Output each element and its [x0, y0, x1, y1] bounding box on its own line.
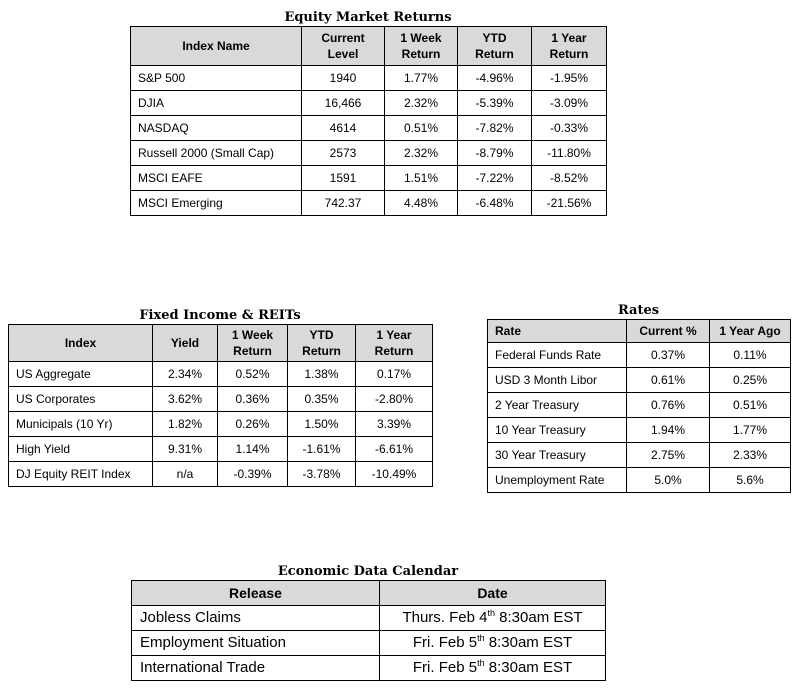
cell: 1940 — [302, 66, 385, 91]
rates-header: Current % — [627, 320, 710, 343]
table-row — [488, 368, 791, 393]
date-time: 8:30am EST — [484, 634, 573, 651]
equity-header: YTD Return — [458, 27, 532, 66]
date-text: Thurs. Feb 4 — [402, 609, 488, 626]
cell: -8.52% — [532, 166, 607, 191]
table-row — [131, 141, 607, 166]
cell: 0.36% — [218, 387, 288, 412]
calendar-table — [131, 580, 606, 681]
cell: Municipals (10 Yr) — [9, 412, 153, 437]
cell: USD 3 Month Libor — [488, 368, 627, 393]
cell: 2 Year Treasury — [488, 393, 627, 418]
cell: 0.76% — [627, 393, 710, 418]
fixed-header: 1 Week Return — [218, 325, 288, 362]
fixed-income-section — [8, 308, 432, 487]
date-suffix: th — [477, 633, 485, 643]
cell: 1.82% — [153, 412, 218, 437]
cell: 0.37% — [627, 343, 710, 368]
date-suffix: th — [477, 658, 485, 668]
table-row — [488, 443, 791, 468]
table-row — [131, 91, 607, 116]
cell: 0.17% — [356, 362, 433, 387]
calendar-header-row — [132, 581, 606, 606]
calendar-header: Date — [380, 581, 606, 606]
rates-header-row — [488, 320, 791, 343]
cell: 0.51% — [710, 393, 791, 418]
cell: 10 Year Treasury — [488, 418, 627, 443]
rates-table — [487, 319, 791, 493]
cell: -1.95% — [532, 66, 607, 91]
cell: 0.51% — [385, 116, 458, 141]
cell: 0.35% — [288, 387, 356, 412]
release-cell: Employment Situation — [132, 631, 380, 656]
cell: -21.56% — [532, 191, 607, 216]
table-row — [132, 606, 606, 631]
cell: 30 Year Treasury — [488, 443, 627, 468]
cell: 4.48% — [385, 191, 458, 216]
fixed-header: 1 Year Return — [356, 325, 433, 362]
cell: 4614 — [302, 116, 385, 141]
cell: -6.61% — [356, 437, 433, 462]
cell: US Aggregate — [9, 362, 153, 387]
cell: MSCI Emerging — [131, 191, 302, 216]
cell: Unemployment Rate — [488, 468, 627, 493]
table-row — [132, 631, 606, 656]
cell: -7.82% — [458, 116, 532, 141]
table-row — [9, 462, 433, 487]
table-row — [9, 362, 433, 387]
fixed-header-row — [9, 325, 433, 362]
date-time: 8:30am EST — [495, 609, 583, 626]
cell: 0.25% — [710, 368, 791, 393]
cell: 0.26% — [218, 412, 288, 437]
cell: -11.80% — [532, 141, 607, 166]
table-row — [9, 437, 433, 462]
equity-header-row — [131, 27, 607, 66]
cell: 9.31% — [153, 437, 218, 462]
cell: 1.77% — [710, 418, 791, 443]
cell: 3.39% — [356, 412, 433, 437]
date-cell — [380, 631, 606, 656]
fixed-header: Yield — [153, 325, 218, 362]
cell: 742.37 — [302, 191, 385, 216]
cell: 1.77% — [385, 66, 458, 91]
table-row — [9, 387, 433, 412]
cell: DJ Equity REIT Index — [9, 462, 153, 487]
cell: 2.75% — [627, 443, 710, 468]
table-row — [131, 66, 607, 91]
rates-title: Rates — [617, 303, 660, 318]
equity-returns-section — [130, 10, 606, 216]
cell: 2.32% — [385, 141, 458, 166]
cell: 2.32% — [385, 91, 458, 116]
cell: -3.09% — [532, 91, 607, 116]
date-cell — [380, 606, 606, 631]
cell: MSCI EAFE — [131, 166, 302, 191]
date-text: Fri. Feb 5 — [412, 659, 478, 676]
cell: 2573 — [302, 141, 385, 166]
cell: 1.38% — [288, 362, 356, 387]
cell: 1.50% — [288, 412, 356, 437]
cell: -5.39% — [458, 91, 532, 116]
table-row — [488, 468, 791, 493]
cell: Russell 2000 (Small Cap) — [131, 141, 302, 166]
cell: -8.79% — [458, 141, 532, 166]
cell: S&P 500 — [131, 66, 302, 91]
cell: 5.6% — [710, 468, 791, 493]
cell: 1.51% — [385, 166, 458, 191]
release-cell: International Trade — [132, 656, 380, 681]
fixed-header: Index — [9, 325, 153, 362]
date-suffix: th — [487, 608, 495, 618]
equity-header: 1 Year Return — [532, 27, 607, 66]
cell: -1.61% — [288, 437, 356, 462]
cell: 1.94% — [627, 418, 710, 443]
table-row — [131, 166, 607, 191]
equity-header: Current Level — [302, 27, 385, 66]
cell: -10.49% — [356, 462, 433, 487]
date-time: 8:30am EST — [484, 659, 573, 676]
cell: 2.33% — [710, 443, 791, 468]
economic-calendar-section — [131, 564, 605, 681]
table-row — [488, 343, 791, 368]
cell: -7.22% — [458, 166, 532, 191]
cell: 3.62% — [153, 387, 218, 412]
cell: 5.0% — [627, 468, 710, 493]
cell: DJIA — [131, 91, 302, 116]
table-row — [488, 393, 791, 418]
cell: Federal Funds Rate — [488, 343, 627, 368]
cell: -0.33% — [532, 116, 607, 141]
calendar-title: Economic Data Calendar — [277, 564, 459, 579]
cell: -3.78% — [288, 462, 356, 487]
cell: US Corporates — [9, 387, 153, 412]
date-text: Fri. Feb 5 — [412, 634, 478, 651]
cell: 0.52% — [218, 362, 288, 387]
cell: NASDAQ — [131, 116, 302, 141]
equity-title: Equity Market Returns — [284, 10, 452, 25]
table-row — [488, 418, 791, 443]
table-row — [132, 656, 606, 681]
cell: 2.34% — [153, 362, 218, 387]
cell: 1.14% — [218, 437, 288, 462]
release-cell: Jobless Claims — [132, 606, 380, 631]
calendar-header: Release — [132, 581, 380, 606]
equity-header: 1 Week Return — [385, 27, 458, 66]
cell: 0.11% — [710, 343, 791, 368]
cell: 1591 — [302, 166, 385, 191]
cell: 0.61% — [627, 368, 710, 393]
rates-header: 1 Year Ago — [710, 320, 791, 343]
table-row — [9, 412, 433, 437]
cell: 16,466 — [302, 91, 385, 116]
cell: High Yield — [9, 437, 153, 462]
table-row — [131, 116, 607, 141]
cell: -4.96% — [458, 66, 532, 91]
cell: -6.48% — [458, 191, 532, 216]
table-row — [131, 191, 607, 216]
date-cell — [380, 656, 606, 681]
rates-header: Rate — [488, 320, 627, 343]
equity-table — [130, 26, 607, 216]
cell: -2.80% — [356, 387, 433, 412]
fixed-income-table — [8, 324, 433, 487]
fixed-income-title: Fixed Income & REITs — [139, 308, 301, 323]
cell: n/a — [153, 462, 218, 487]
cell: -0.39% — [218, 462, 288, 487]
rates-section — [487, 303, 790, 493]
fixed-header: YTD Return — [288, 325, 356, 362]
equity-header: Index Name — [131, 27, 302, 66]
